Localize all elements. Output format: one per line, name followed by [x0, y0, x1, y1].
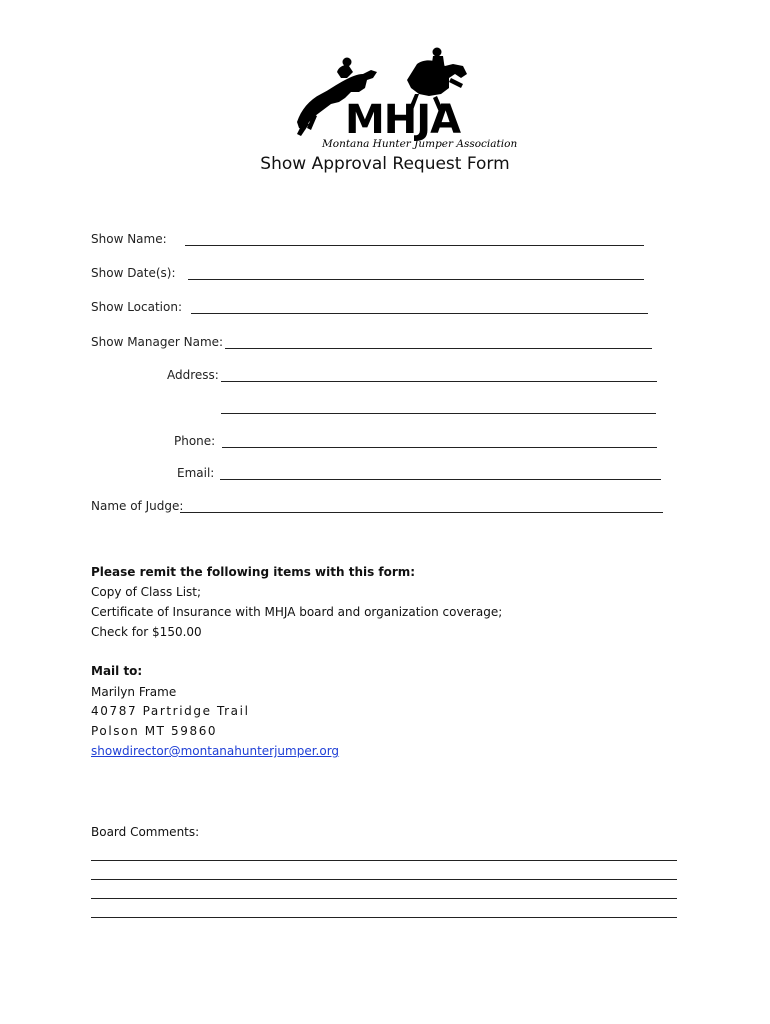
mail-heading: Mail to:	[91, 664, 143, 678]
show-name-label: Show Name:	[91, 232, 167, 246]
remit-heading: Please remit the following items with this form:	[91, 565, 416, 579]
name-of-judge-line[interactable]	[180, 512, 663, 513]
logo-subtitle: Montana Hunter Jumper Association	[322, 138, 518, 150]
show-dates-label: Show Date(s):	[91, 266, 176, 280]
board-comments-line-2[interactable]	[91, 879, 677, 880]
mail-name: Marilyn Frame	[91, 685, 177, 699]
show-location-label: Show Location:	[91, 300, 182, 314]
mail-city: Polson MT 59860	[91, 724, 218, 738]
show-name-line[interactable]	[185, 245, 644, 246]
email-label: Email:	[177, 466, 215, 480]
remit-item: Check for $150.00	[91, 625, 202, 639]
address-line-1[interactable]	[221, 381, 657, 382]
show-manager-name-label: Show Manager Name:	[91, 335, 224, 349]
board-comments-line-1[interactable]	[91, 860, 677, 861]
show-location-line[interactable]	[191, 313, 648, 314]
remit-item: Certificate of Insurance with MHJA board and organization coverage;	[91, 605, 503, 619]
show-dates-line[interactable]	[188, 279, 644, 280]
board-comments-line-4[interactable]	[91, 917, 677, 918]
remit-item: Copy of Class List;	[91, 585, 202, 599]
address-line-2[interactable]	[221, 413, 656, 414]
phone-label: Phone:	[174, 434, 216, 448]
board-comments-line-3[interactable]	[91, 898, 677, 899]
logo-wordmark: MHJA	[345, 97, 461, 143]
show-manager-name-line[interactable]	[225, 348, 652, 349]
email-link[interactable]: showdirector@montanahunterjumper.org	[91, 744, 340, 758]
name-of-judge-label: Name of Judge:	[91, 499, 184, 513]
phone-line[interactable]	[222, 447, 657, 448]
page-title: Show Approval Request Form	[260, 154, 510, 174]
board-comments-label: Board Comments:	[91, 825, 200, 839]
address-label: Address:	[167, 368, 219, 382]
mail-street: 40787 Partridge Trail	[91, 704, 250, 718]
email-line[interactable]	[220, 479, 661, 480]
